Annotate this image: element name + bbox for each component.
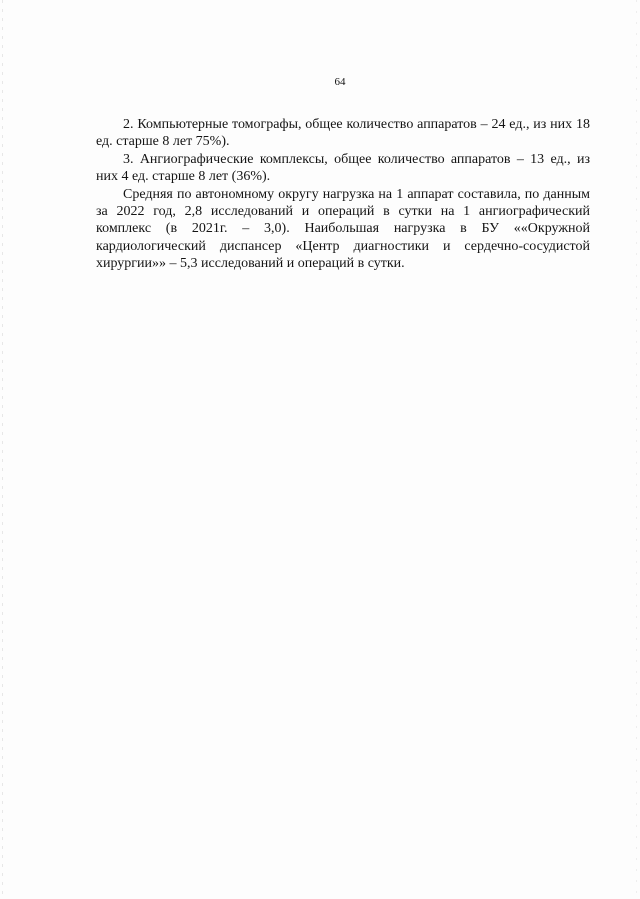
paragraph-angiography-complexes: 3. Ангиографические комплексы, общее количество аппаратов – 13 ед., из них 4 ед. старше 8 лет (36%). [96,151,590,185]
page-number: 64 [334,76,346,88]
body-text [96,116,590,273]
paragraph-ct-scanners: 2. Компьютерные томографы, общее количество аппаратов – 24 ед., из них 18 ед. старше 8 лет 75%). [96,117,590,150]
paragraph-average-load: Средняя по автономному округу нагрузка на 1 аппарат составила, по данным за 2022 год, 2,8 исследований и операций в сутки на 1 ангиографический комплекс (в 2021г. – 3,0). Наибольшая нагрузка в БУ ««Окружной кардиологический диспансер «Центр диагностики и сердечно-сосудистой хирургии»» – 5,3 исследований и операций в сутки. [96,186,590,272]
scan-edge-left [2,0,3,899]
scan-edge-right [636,0,637,899]
